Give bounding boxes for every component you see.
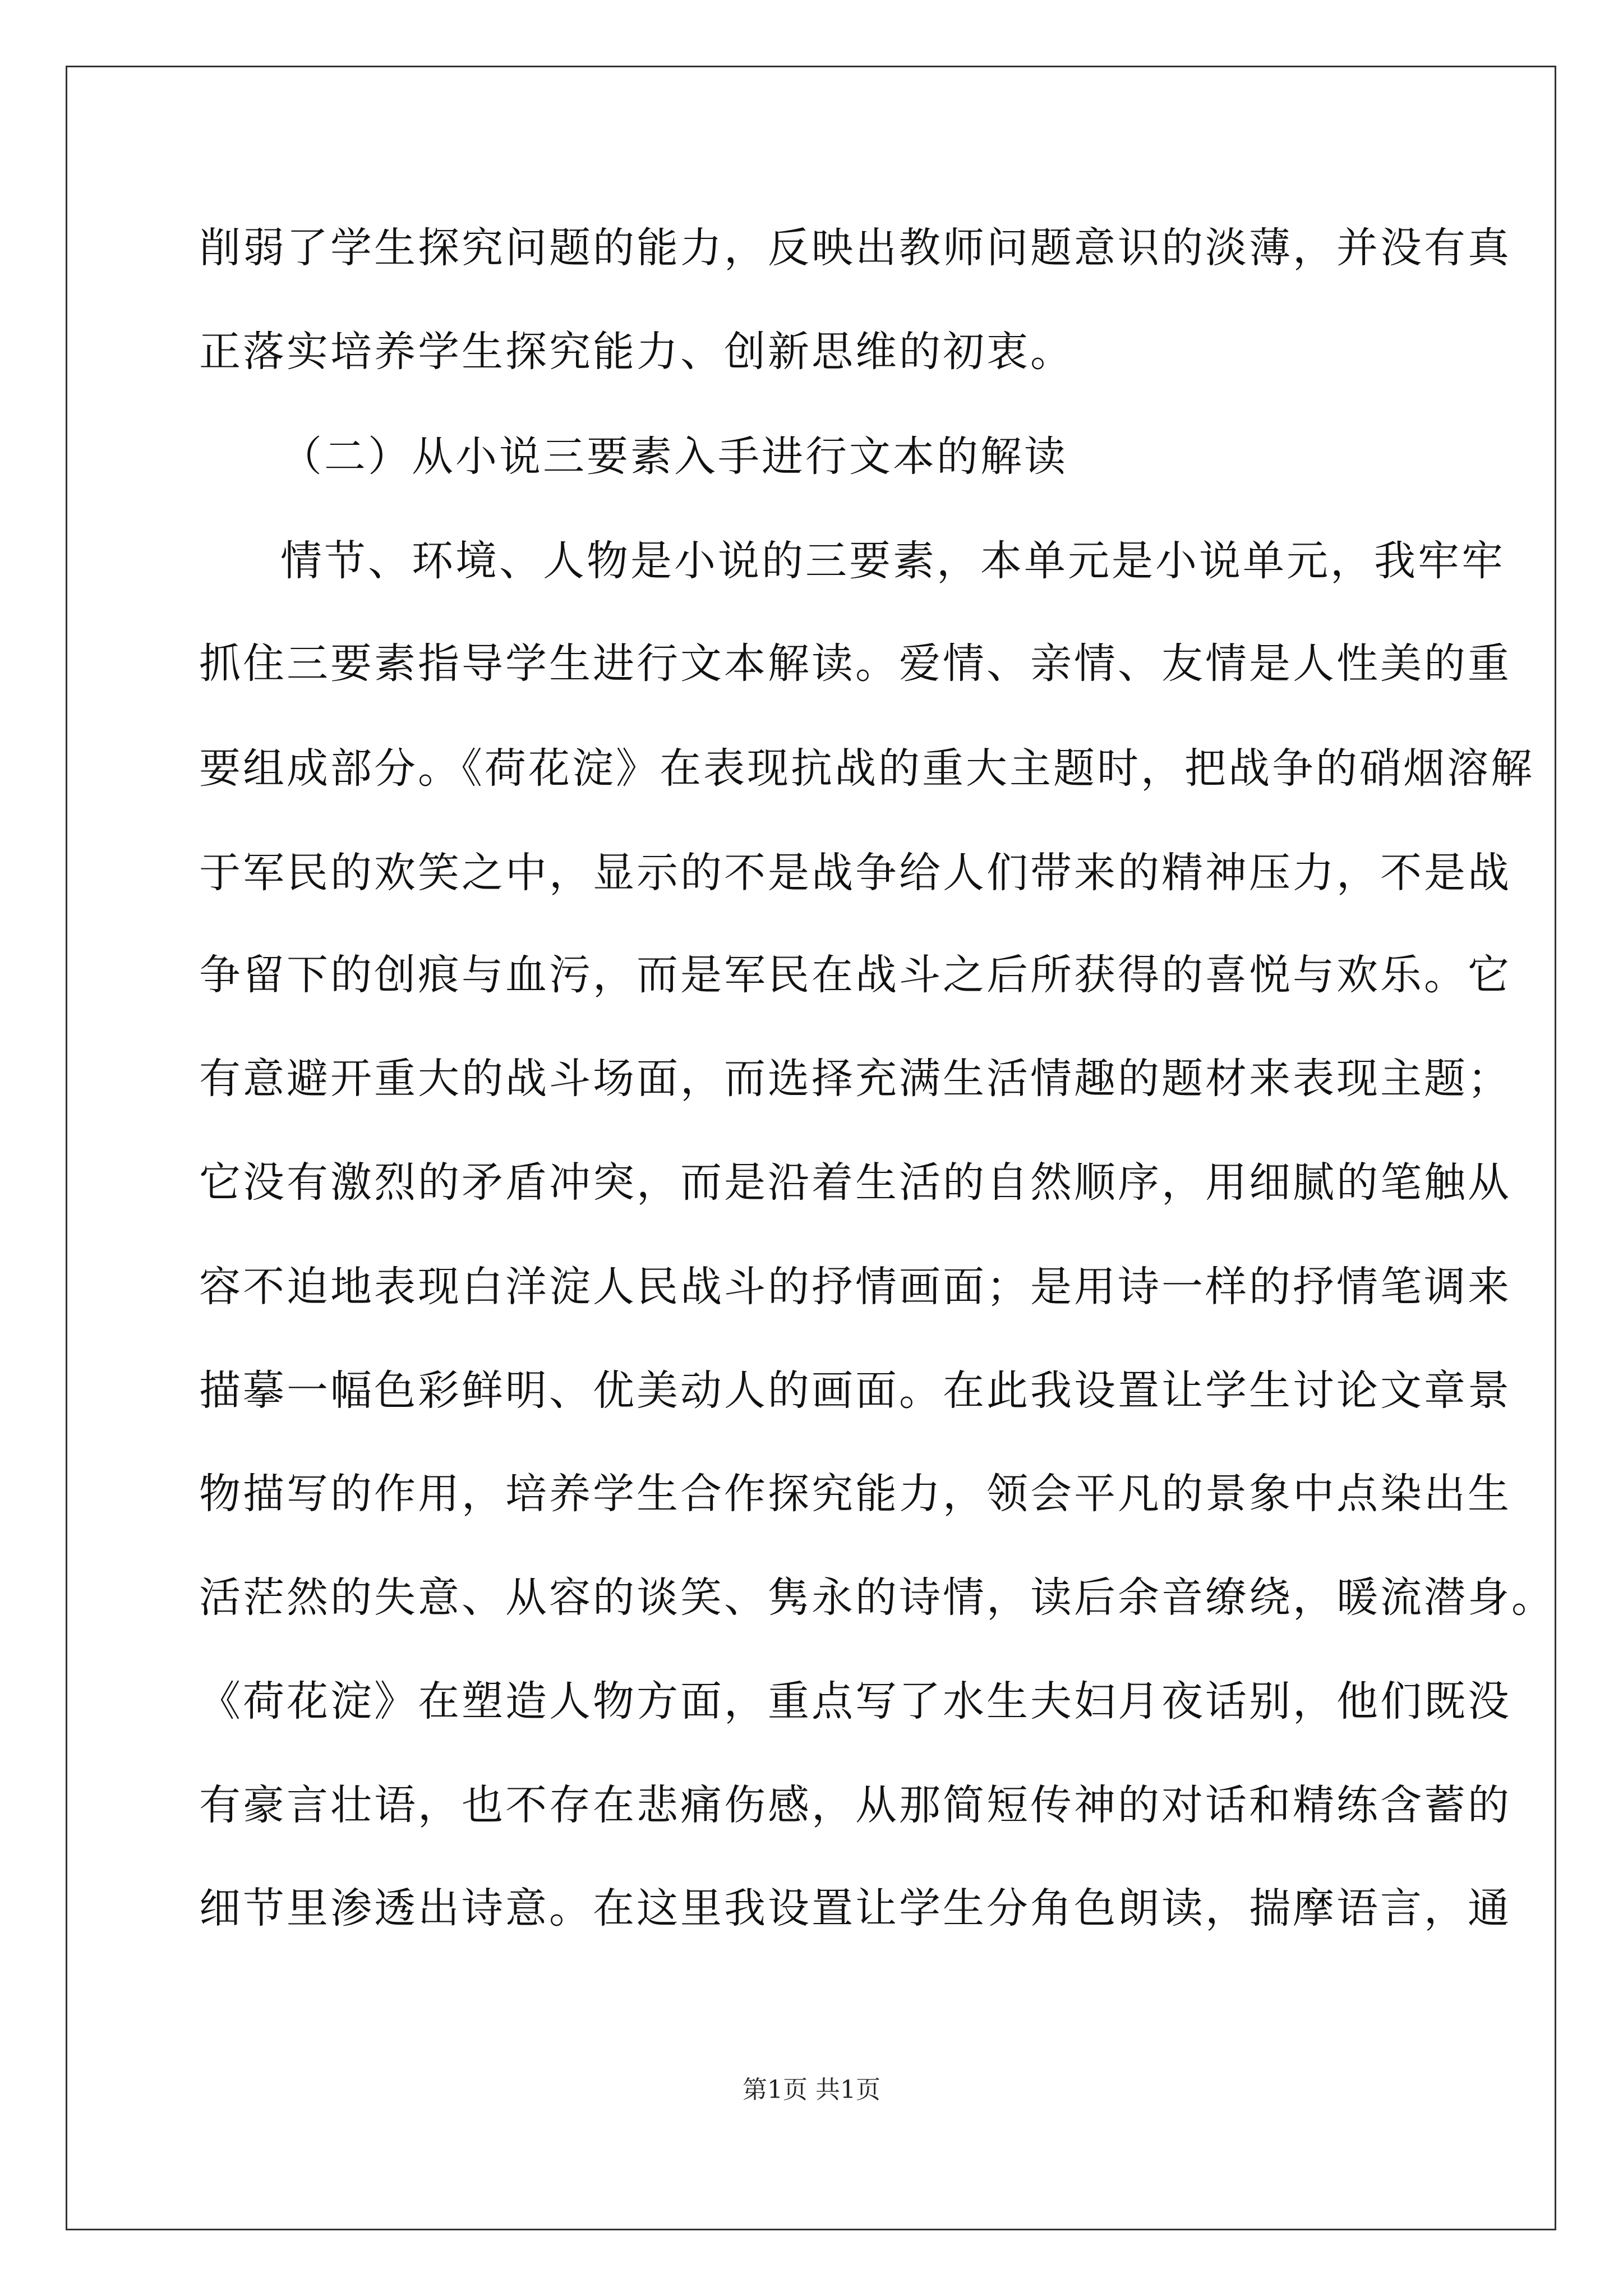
text-line: 细节里渗透出诗意。在这里我设置让学生分角色朗读，揣摩语言，通 — [199, 1884, 1511, 1932]
page-footer: 第1页 共1页 — [743, 2076, 880, 2104]
text-line: 它没有激烈的矛盾冲突，而是沿着生活的自然顺序，用细腻的笔触从 — [199, 1158, 1511, 1207]
text-line: 有豪言壮语，也不存在悲痛伤感，从那简短传神的对话和精练含蓄的 — [199, 1781, 1511, 1829]
section-heading: （二）从小说三要素入手进行文本的解读 — [280, 432, 1068, 481]
text-line: 削弱了学生探究问题的能力，反映出教师问题意识的淡薄，并没有真 — [199, 224, 1511, 272]
text-line: 容不迫地表现白洋淀人民战斗的抒情画面；是用诗一样的抒情笔调来 — [199, 1263, 1511, 1311]
text-line: 争留下的创痕与血污，而是军民在战斗之后所获得的喜悦与欢乐。它 — [199, 951, 1511, 999]
text-line: 要组成部分。《荷花淀》在表现抗战的重大主题时，把战争的硝烟溶解 — [199, 744, 1534, 793]
text-line: 正落实培养学生探究能力、创新思维的初衷。 — [199, 328, 1074, 376]
text-line: 于军民的欢笑之中，显示的不是战争给人们带来的精神压力，不是战 — [199, 849, 1511, 897]
text-line: 活茫然的失意、从容的谈笑、隽永的诗情，读后余音缭绕，暖流潜身。 — [199, 1573, 1555, 1622]
text-line: 有意避开重大的战斗场面，而选择充满生活情趣的题材来表现主题； — [199, 1055, 1511, 1103]
text-line: 抓住三要素指导学生进行文本解读。爱情、亲情、友情是人性美的重 — [199, 639, 1511, 688]
text-line: 描摹一幅色彩鲜明、优美动人的画面。在此我设置让学生讨论文章景 — [199, 1366, 1511, 1415]
text-line: 物描写的作用，培养学生合作探究能力，领会平凡的景象中点染出生 — [199, 1470, 1511, 1518]
text-line: 《荷花淀》在塑造人物方面，重点写了水生夫妇月夜话别，他们既没 — [199, 1677, 1511, 1726]
text-line: 情节、环境、人物是小说的三要素，本单元是小说单元，我牢牢 — [280, 537, 1505, 585]
